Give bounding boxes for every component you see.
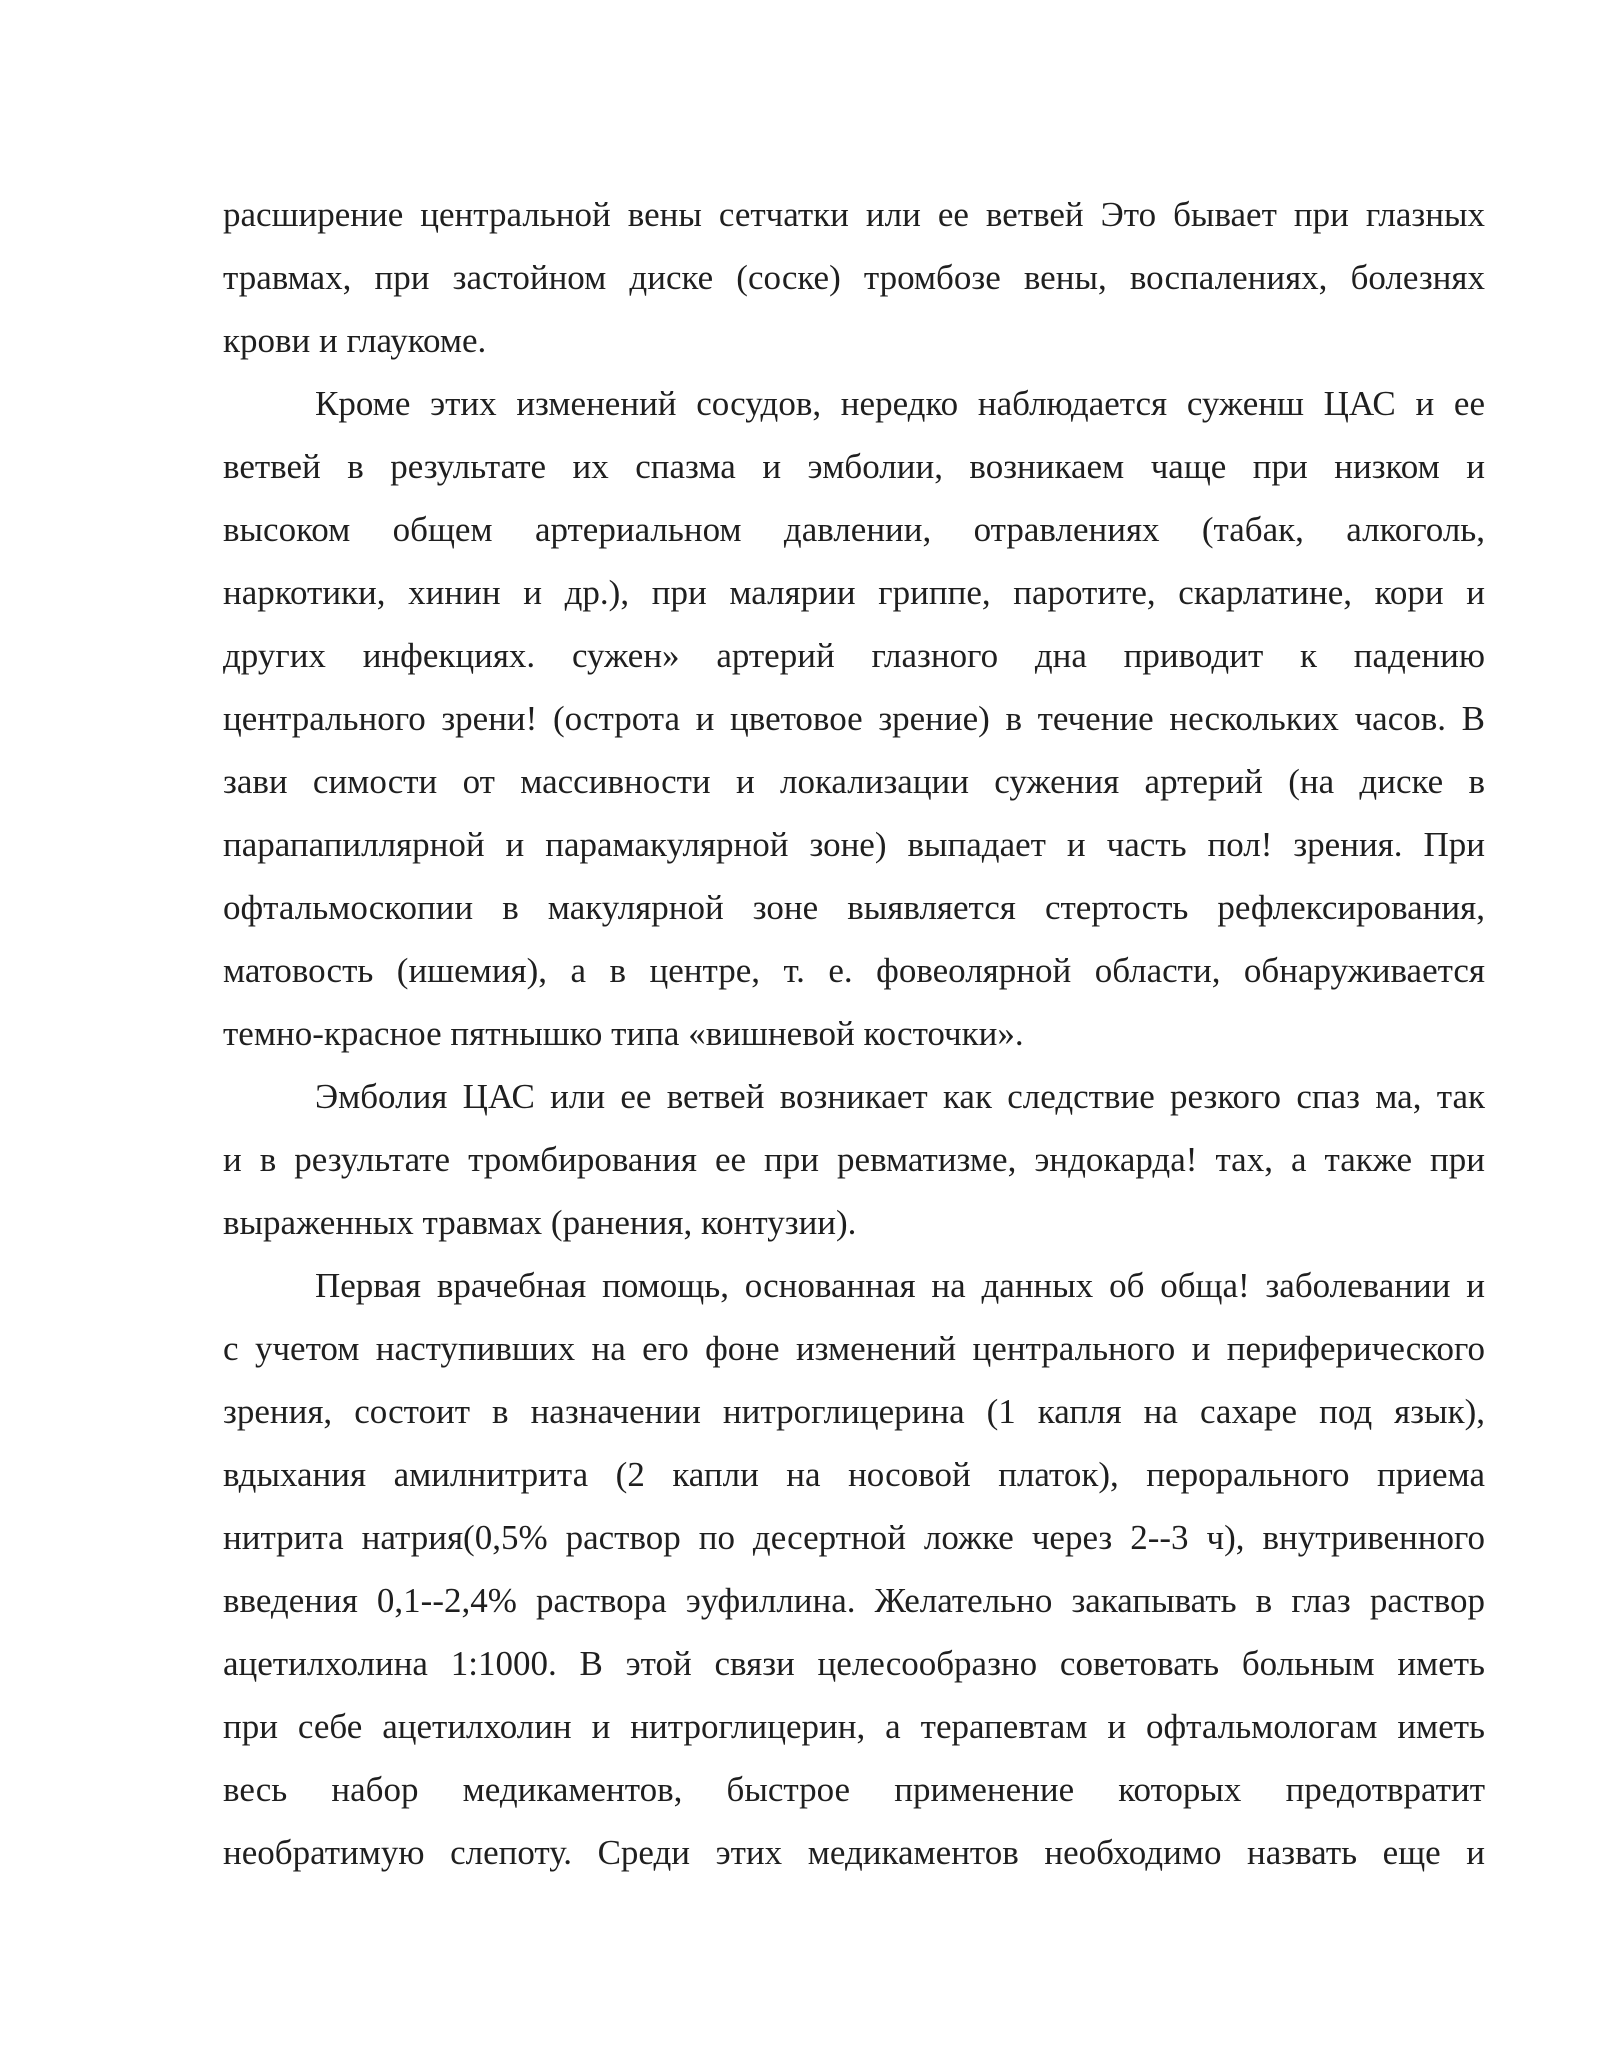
text-line: парапапиллярной и парамакулярной зоне) выпадает и часть пол! зрения. При — [223, 825, 1485, 864]
text-line: высоком общем артериальном давлении, отравлениях (табак, алкоголь, — [223, 510, 1485, 549]
text-line: офтальмоскопии в макулярной зоне выявляется стертость рефлексирования, — [223, 888, 1485, 927]
text-line: травмах, при застойном диске (соске) тромбозе вены, воспалениях, болезнях — [223, 258, 1485, 297]
text-line: ветвей в результате их спазма и эмболии, возникаем чаще при низком и — [223, 447, 1485, 486]
text-line: крови и глаукоме. — [223, 321, 487, 360]
text-line: наркотики, хинин и др.), при малярии гриппе, паротите, скарлатине, кори и — [223, 573, 1485, 612]
text-line: введения 0,1--2,4% раствора эуфиллина. Желательно закапывать в глаз раствор — [223, 1581, 1485, 1620]
text-line: Кроме этих изменений сосудов, нередко наблюдается суженш ЦАС и ее — [315, 384, 1485, 423]
text-line: и в результате тромбирования ее при ревматизме, эндокарда! тах, а также при — [223, 1140, 1485, 1179]
text-line: нитрита натрия(0,5% раствор по десертной ложке через 2--3 ч), внутривенного — [223, 1518, 1485, 1557]
text-line: зрения, состоит в назначении нитроглицерина (1 капля на сахаре под язык), — [223, 1392, 1485, 1431]
text-line: других инфекциях. сужен» артерий глазного дна приводит к падению — [223, 636, 1485, 675]
text-line: необратимую слепоту. Среди этих медикаментов необходимо назвать еще и — [223, 1833, 1485, 1872]
text-line: центрального зрени! (острота и цветовое зрение) в течение нескольких часов. В — [223, 699, 1485, 738]
text-line: ацетилхолина 1:1000. В этой связи целесообразно советовать больным иметь — [223, 1644, 1485, 1683]
text-line: темно-красное пятнышко типа «вишневой косточки». — [223, 1014, 1024, 1053]
text-line: вдыхания амилнитрита (2 капли на носовой платок), перорального приема — [223, 1455, 1485, 1494]
text-line: выраженных травмах (ранения, контузии). — [223, 1203, 857, 1242]
text-line: весь набор медикаментов, быстрое применение которых предотвратит — [223, 1770, 1485, 1809]
text-line: матовость (ишемия), а в центре, т. е. фовеолярной области, обнаруживается — [223, 951, 1485, 990]
text-line: расширение центральной вены сетчатки или ее ветвей Это бывает при глазных — [223, 195, 1485, 234]
text-line: с учетом наступивших на его фоне изменений центрального и периферического — [223, 1329, 1485, 1368]
document-page — [223, 183, 1485, 1884]
text-line: при себе ацетилхолин и нитроглицерин, а терапевтам и офтальмологам иметь — [223, 1707, 1485, 1746]
text-line: Первая врачебная помощь, основанная на данных об обща! заболевании и — [315, 1266, 1485, 1305]
text-line: зави симости от массивности и локализации сужения артерий (на диске в — [223, 762, 1485, 801]
text-line: Эмболия ЦАС или ее ветвей возникает как следствие резкого спаз ма, так — [315, 1077, 1485, 1116]
